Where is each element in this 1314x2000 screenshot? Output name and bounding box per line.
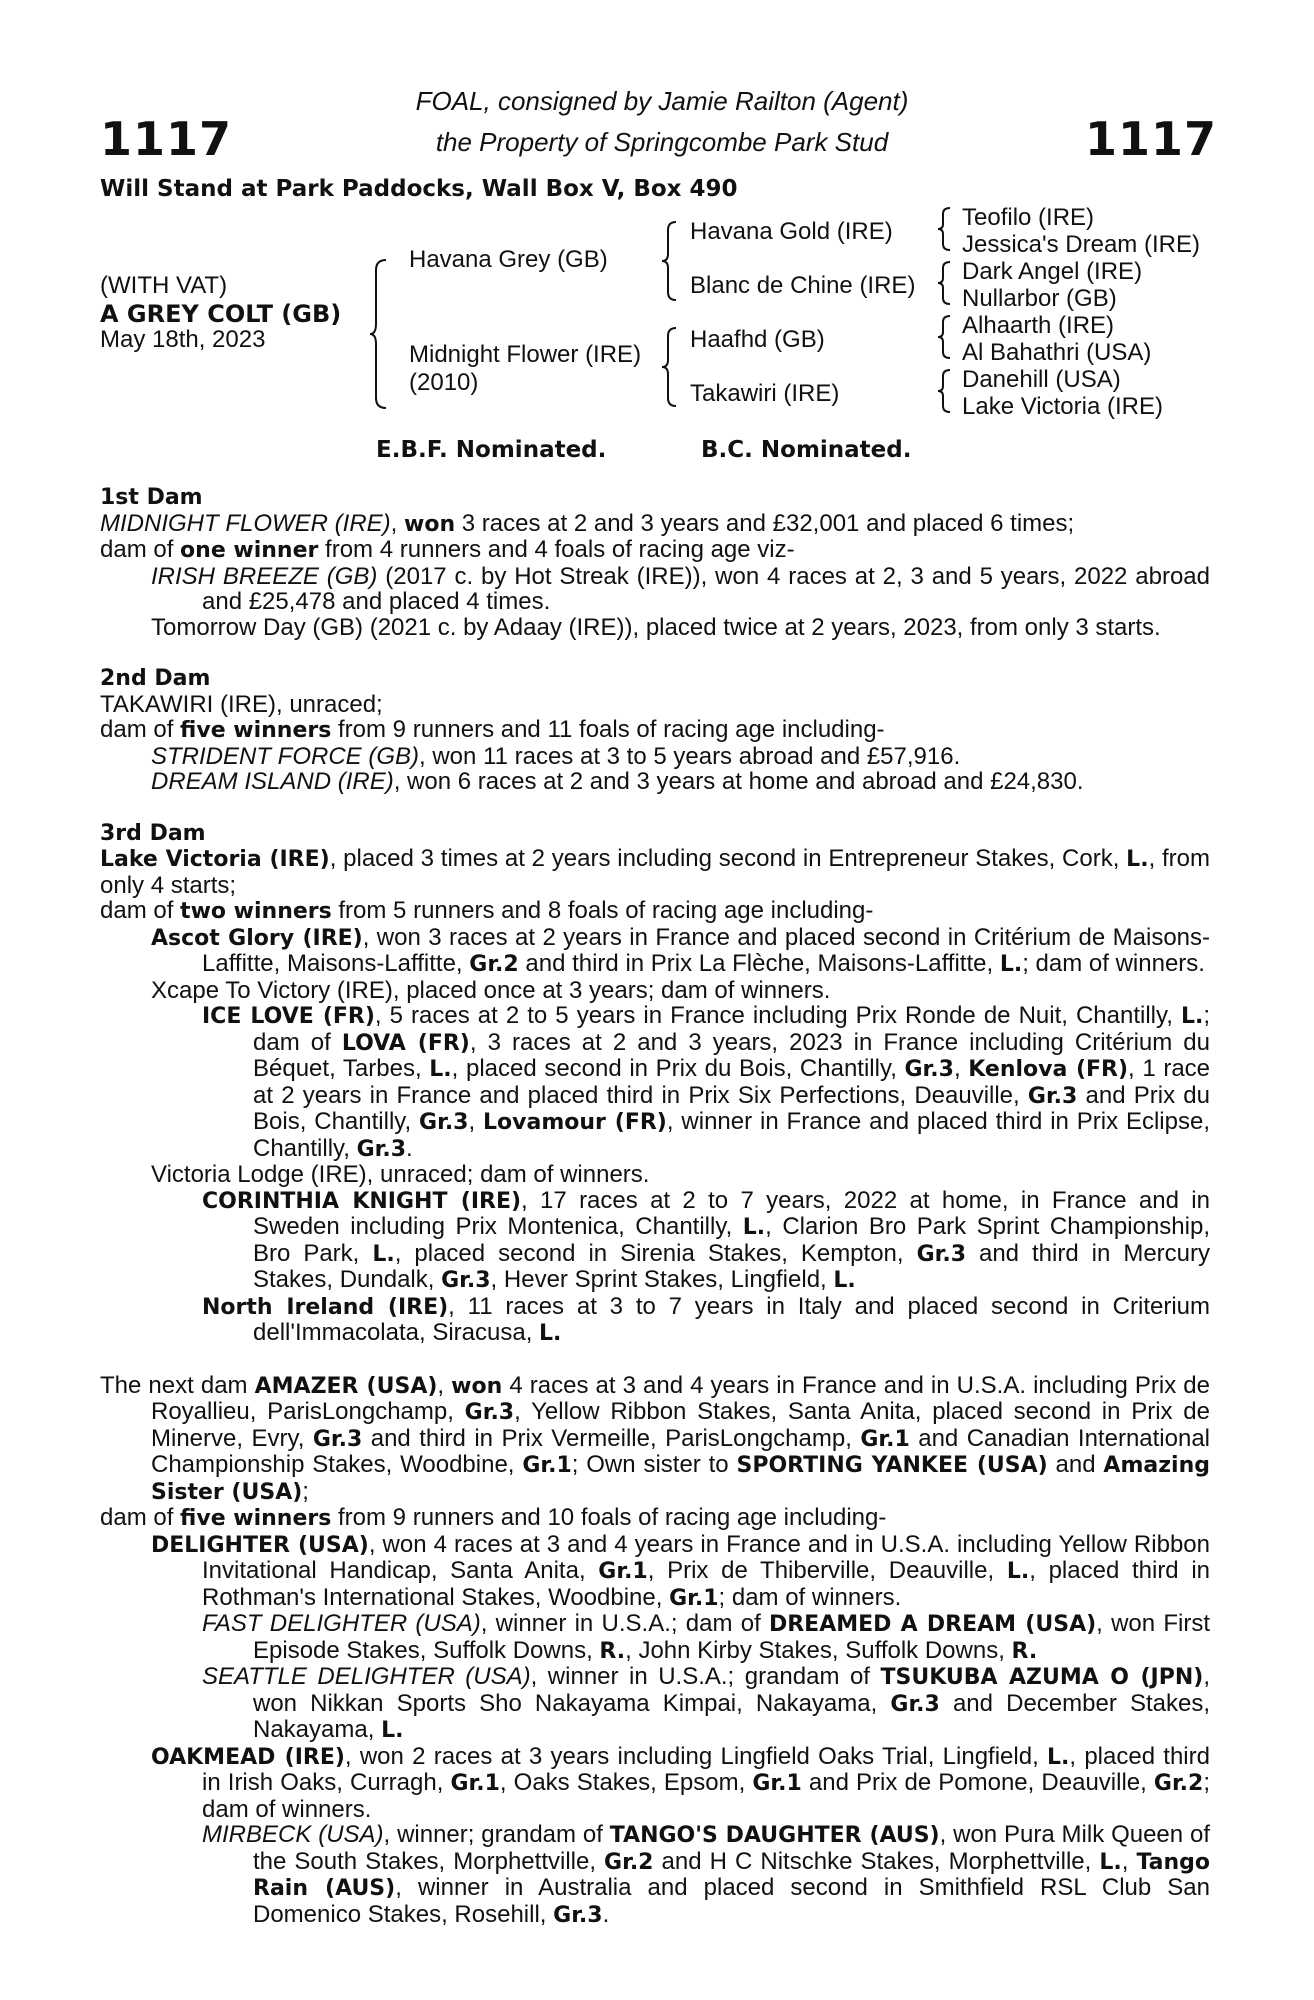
produce-strident-force: STRIDENT FORCE (GB), won 11 races at 3 to 5 years abroad and £57,916. bbox=[151, 742, 961, 770]
produce-delighter: DELIGHTER (USA), won 4 races at 3 and 4 years in France and in U.S.A. including Yellow Ribbon Invitational Handicap, Santa Anita, Gr.1, Prix de Thiberville, Deauville, L., placed third in Rothman's International Stakes, Woodbine, Gr.1; dam of winners. bbox=[151, 1530, 1211, 1611]
next-dam-record: The next dam AMAZER (USA), won 4 races at 3 and 4 years in France and in U.S.A. including Prix de Royallieu, ParisLongchamp, Gr.3, Yellow Ribbon Stakes, Santa Anita, placed second in Prix de Minerve, Evry, Gr.3 and third in Prix Vermeille, ParisLongchamp, Gr.1 and Canadian International Championship Stakes, Woodbine, Gr.1; Own sister to SPORTING YANKEE (USA) and Amazing Sister (USA); bbox=[100, 1371, 1211, 1505]
consignor-line-2: the Property of Springcombe Park Stud bbox=[435, 127, 889, 157]
produce-fast-delighter: FAST DELIGHTER (USA), winner in U.S.A.; dam of DREAMED A DREAM (USA), won First Episode Stakes, Suffolk Downs, R., John Kirby Stakes, Suffolk Downs, R. bbox=[202, 1610, 1210, 1664]
produce-ascot-glory: Ascot Glory (IRE), won 3 races at 2 years in France and placed second in Critérium de Maisons-Laffitte, Maisons-Laffitte, Gr.2 and third in Prix La Flèche, Maisons-Laffitte, L.; dam of winners. bbox=[151, 923, 1211, 977]
gg-7: Danehill (USA) bbox=[962, 366, 1121, 393]
produce-corinthia-knight: CORINTHIA KNIGHT (IRE), 17 races at 2 to 7 years, 2022 at home, in France and in Sweden including Prix Montenica, Chantilly, L., Clarion Bro Park Sprint Championship, Bro Park, L., placed second in Sirenia Stakes, Kempton, Gr.3 and third in Mercury Stakes, Dundalk, Gr.3, Hever Sprint Stakes, Lingfield, L. bbox=[202, 1186, 1211, 1293]
bracket-g12 bbox=[938, 206, 952, 252]
lot-name: A GREY COLT (GB) bbox=[100, 300, 342, 328]
second-dam-produce-summary: dam of five winners from 9 runners and 11 foals of racing age including- bbox=[100, 716, 885, 743]
produce-dream-island: DREAM ISLAND (IRE), won 6 races at 2 and 3 years at home and abroad and £24,830. bbox=[151, 768, 1084, 795]
gg-5: Alhaarth (IRE) bbox=[962, 312, 1115, 339]
catalogue-body bbox=[100, 485, 1210, 1928]
produce-north-ireland: North Ireland (IRE), 11 races at 3 to 7 years in Italy and placed second in Criterium dell'Immacolata, Siracusa, L. bbox=[202, 1292, 1211, 1346]
second-dam-record: TAKAWIRI (IRE), unraced; bbox=[100, 690, 383, 718]
pedigree-bracket-dam bbox=[662, 326, 678, 408]
lot-number-right: 1117 bbox=[1085, 112, 1218, 166]
gg-3: Dark Angel (IRE) bbox=[962, 258, 1143, 285]
dam-dam: Takawiri (IRE) bbox=[690, 380, 840, 407]
pedigree-bracket-main bbox=[372, 258, 392, 410]
third-dam-produce-summary: dam of two winners from 5 runners and 8 foals of racing age including- bbox=[100, 897, 874, 924]
produce-oakmead: OAKMEAD (IRE), won 2 races at 3 years including Lingfield Oaks Trial, Lingfield, L., placed third in Irish Oaks, Curragh, Gr.1, Oaks Stakes, Epsom, Gr.1 and Prix de Pomone, Deauville, Gr.2; dam of winners. bbox=[151, 1742, 1211, 1823]
gg-4: Nullarbor (GB) bbox=[962, 285, 1117, 312]
produce-victoria-lodge: Victoria Lodge (IRE), unraced; dam of winners. bbox=[151, 1161, 650, 1188]
first-dam-produce-summary: dam of one winner from 4 runners and 4 foals of racing age viz- bbox=[100, 536, 795, 563]
stand-location: Will Stand at Park Paddocks, Wall Box V, Box 490 bbox=[100, 176, 738, 202]
dam-sire: Haafhd (GB) bbox=[690, 326, 825, 353]
gg-2: Jessica's Dream (IRE) bbox=[962, 231, 1200, 258]
lot-number-left: 1117 bbox=[100, 112, 233, 166]
sire-sire: Havana Gold (IRE) bbox=[690, 218, 893, 245]
bracket-g34 bbox=[938, 260, 952, 306]
bc-nomination: B.C. Nominated. bbox=[701, 437, 912, 463]
dam: Midnight Flower (IRE) bbox=[409, 341, 642, 368]
ebf-nomination: E.B.F. Nominated. bbox=[376, 437, 607, 463]
pedigree-bracket-sire bbox=[662, 220, 678, 302]
produce-mirbeck: MIRBECK (USA), winner; grandam of TANGO'S DAUGHTER (AUS), won Pura Milk Queen of the South Stakes, Morphettville, Gr.2 and H C Nitschke Stakes, Morphettville, L., Tango Rain (AUS), winner in Australia and placed second in Smithfield RSL Club San Domenico Stakes, Rosehill, Gr.3. bbox=[202, 1821, 1211, 1928]
produce-ice-love: ICE LOVE (FR), 5 races at 2 to 5 years in France including Prix Ronde de Nuit, Chantilly, L.; dam of LOVA (FR), 3 races at 2 and 3 years, 2023 in France including Critérium du Béquet, Tarbes, L., placed second in Prix du Bois, Chantilly, Gr.3, Kenlova (FR), 1 race at 2 years in France and placed third in Prix Six Perfections, Deauville, Gr.3 and Prix du Bois, Chantilly, Gr.3, Lovamour (FR), winner in France and placed third in Prix Eclipse, Chantilly, Gr.3. bbox=[202, 1002, 1211, 1162]
produce-tomorrow-day: Tomorrow Day (GB) (2021 c. by Adaay (IRE)), placed twice at 2 years, 2023, from only 3 starts. bbox=[151, 613, 1161, 641]
third-dam-record: Lake Victoria (IRE), placed 3 times at 2 years including second in Entrepreneur Stakes, Cork, L., from only 4 starts; bbox=[100, 845, 1211, 899]
gg-8: Lake Victoria (IRE) bbox=[962, 393, 1163, 420]
third-dam-heading: 3rd Dam bbox=[100, 820, 206, 846]
consignor-line-1: FOAL, consigned by Jamie Railton (Agent) bbox=[415, 86, 909, 116]
foaling-date: May 18th, 2023 bbox=[100, 326, 266, 353]
second-dam-heading: 2nd Dam bbox=[100, 666, 211, 691]
bracket-g56 bbox=[938, 314, 952, 360]
bracket-g78 bbox=[938, 368, 952, 414]
gg-6: Al Bahathri (USA) bbox=[962, 339, 1152, 366]
gg-1: Teofilo (IRE) bbox=[962, 204, 1095, 231]
produce-seattle-delighter: SEATTLE DELIGHTER (USA), winner in U.S.A.; grandam of TSUKUBA AZUMA O (JPN), won Nikkan Sports Sho Nakayama Kimpai, Nakayama, Gr.3 and December Stakes, Nakayama, L. bbox=[202, 1663, 1210, 1743]
next-dam-produce-summary: dam of five winners from 9 runners and 10 foals of racing age including- bbox=[100, 1504, 887, 1531]
sire: Havana Grey (GB) bbox=[409, 246, 608, 273]
sire-dam: Blanc de Chine (IRE) bbox=[690, 272, 916, 299]
first-dam-heading: 1st Dam bbox=[100, 485, 203, 510]
vat-note: (WITH VAT) bbox=[100, 272, 228, 299]
produce-xcape-to-victory: Xcape To Victory (IRE), placed once at 3 years; dam of winners. bbox=[151, 976, 831, 1004]
produce-irish-breeze: IRISH BREEZE (GB) (2017 c. by Hot Streak (IRE)), won 4 races at 2, 3 and 5 years, 2022 abroad and £25,478 and placed 4 times. bbox=[151, 562, 1210, 615]
first-dam-record: MIDNIGHT FLOWER (IRE), won 3 races at 2 and 3 years and £32,001 and placed 6 times; bbox=[100, 509, 1075, 537]
dam-year: (2010) bbox=[409, 369, 479, 396]
